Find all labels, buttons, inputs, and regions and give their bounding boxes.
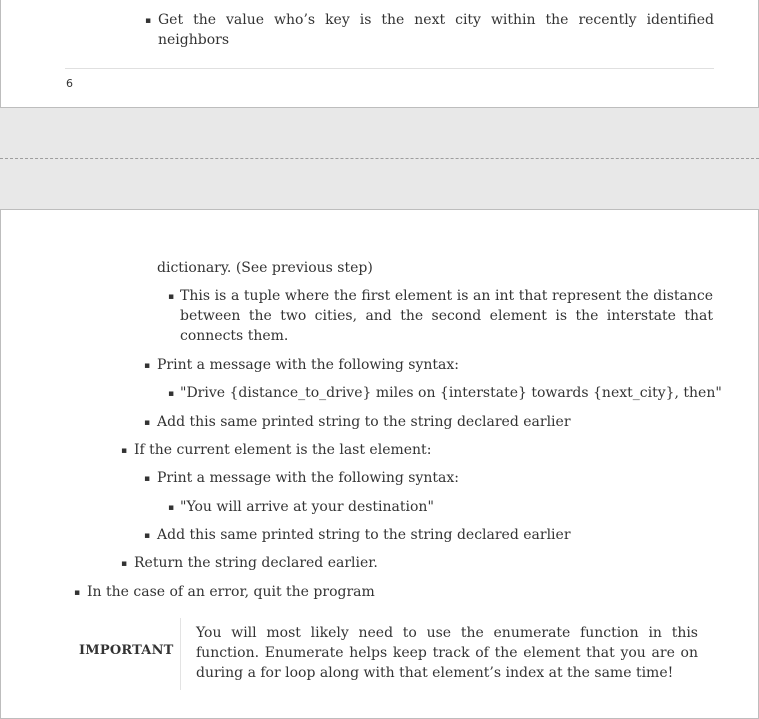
document-page-top [0,0,759,108]
important-text: You will most likely need to use the enumerate function in this function. Enumerate helps keep track of the element that you are on during a for loop along with that element’s index at the same time! [196,625,698,681]
bullet-add-string-2: Add this same printed string to the string declared earlier [157,527,571,543]
bullet-print-syntax-2: Print a message with the following syntax: [157,470,459,486]
bullet-arrive-message: "You will arrive at your destination" [180,499,434,515]
continued-text: dictionary. (See previous step) [157,260,373,276]
bullet-drive-message: "Drive {distance_to_drive} miles on {interstate} towards {next_city}, then" [180,385,722,401]
bullet-print-syntax-1: Print a message with the following syntax: [157,357,459,373]
bullet-tuple-note: This is a tuple where the first element is an int that represent the distance between the two cities, and the second element is the interstate that connects them. [180,288,713,344]
bullet-marker: ▪ [144,474,151,484]
bullet-marker: ▪ [144,531,151,541]
page-break-divider [0,158,759,159]
bullet-error-case: In the case of an error, quit the program [87,584,375,600]
page-number: 6 [66,77,73,90]
important-divider [180,618,181,690]
bullet-marker: ▪ [168,389,175,399]
bullet-marker: ▪ [144,361,151,371]
important-label: IMPORTANT [79,643,174,658]
bullet-marker: ▪ [145,16,152,26]
bullet-last-element: If the current element is the last element: [134,442,432,458]
bullet-marker: ▪ [168,292,175,302]
bullet-marker: ▪ [121,559,128,569]
bullet-get-value: Get the value who’s key is the next city within the recently identified neighbors [158,12,714,48]
bullet-marker: ▪ [144,418,151,428]
bullet-marker: ▪ [74,588,81,598]
bullet-return-string: Return the string declared earlier. [134,555,378,571]
footer-rule [65,68,714,69]
bullet-marker: ▪ [168,503,175,513]
bullet-marker: ▪ [121,446,128,456]
bullet-add-string-1: Add this same printed string to the string declared earlier [157,414,571,430]
